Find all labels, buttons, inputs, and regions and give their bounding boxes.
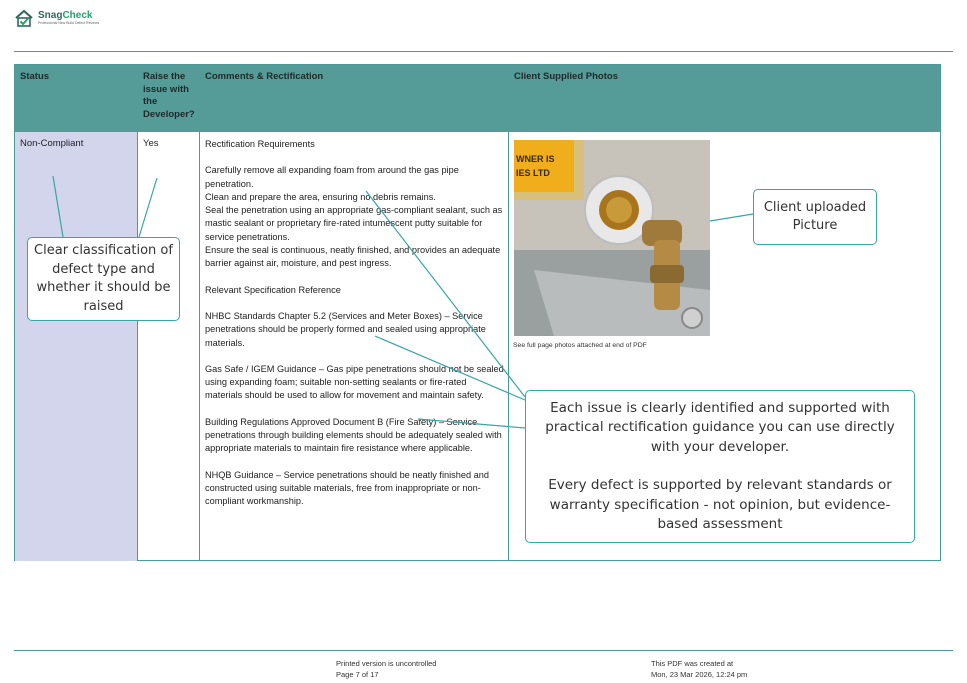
classification-callout: Clear classification of defect type and whether it should be raised bbox=[27, 237, 180, 321]
comments-cell bbox=[205, 138, 505, 522]
comment-heading: Relevant Specification Reference bbox=[205, 284, 341, 295]
comment-paragraph: NHBC Standards Chapter 5.2 (Services and Meter Boxes) – Service penetrations should be properly formed and sealed using appropriate materials. bbox=[205, 310, 486, 348]
table-header bbox=[15, 65, 940, 132]
status-column-bg bbox=[15, 132, 137, 561]
photo-label-line2: IES LTD bbox=[516, 168, 550, 178]
created-date: Mon, 23 Mar 2026, 12:24 pm bbox=[651, 669, 748, 679]
photo-callout: Client uploaded Picture bbox=[753, 189, 877, 245]
column-divider bbox=[137, 132, 138, 561]
uncontrolled-note: Printed version is uncontrolled bbox=[336, 659, 437, 668]
footer-divider bbox=[14, 650, 953, 651]
footer-right bbox=[651, 659, 747, 680]
photo-caption: See full page photos attached at end of PDF bbox=[513, 342, 647, 349]
created-label: This PDF was created at bbox=[651, 659, 734, 668]
header-photos: Client Supplied Photos bbox=[514, 71, 618, 82]
photo-label-line1: WNER IS bbox=[516, 154, 555, 164]
raise-value: Yes bbox=[143, 138, 159, 149]
page-number: Page 7 of 17 bbox=[336, 669, 379, 679]
status-value: Non-Compliant bbox=[20, 138, 84, 149]
guidance-callout-p2: Every defect is supported by relevant standards or warranty specification - not opinion, but evidence-based assessment bbox=[548, 477, 892, 532]
brand-tagline: Professional New Build Defect Reviews bbox=[38, 20, 100, 25]
column-divider bbox=[199, 132, 200, 561]
header-divider bbox=[14, 51, 953, 52]
header-comments: Comments & Rectification bbox=[205, 71, 324, 82]
brand-logo bbox=[14, 9, 99, 27]
guidance-callout-p1: Each issue is clearly identified and supported with practical rectification guidance you can use directly with your developer. bbox=[545, 399, 895, 455]
comment-paragraph: Gas Safe / IGEM Guidance – Gas pipe penetrations should not be sealed using expanding foam; suitable non-setting sealants or fire-rated materials should be used to allow for movement and maintain safety. bbox=[205, 363, 504, 401]
footer-left bbox=[336, 659, 436, 680]
column-divider bbox=[508, 132, 509, 561]
brand-name: SnagCheck bbox=[38, 9, 93, 21]
client-photo[interactable] bbox=[514, 140, 710, 336]
comment-heading: Rectification Requirements bbox=[205, 139, 315, 149]
comment-paragraph: Carefully remove all expanding foam from around the gas pipe penetration. Clean and prepare the area, ensuring no debris remains. Seal the penetration using an appropriate gas-compliant sealant, such as mastic sealant or proprietary fire-rated intumescent putty suitable for service penetrations. Ensure the seal is continuous, neatly finished, and provides an adequate barrier against air, moisture, and pest ingress. bbox=[205, 165, 503, 269]
header-raise: Raise the issue with the Developer? bbox=[143, 71, 195, 120]
header-status: Status bbox=[20, 71, 50, 82]
comment-paragraph: NHQB Guidance – Service penetrations should be neatly finished and constructed using suitable materials, free from inappropriate or non-compliant workmanship. bbox=[205, 469, 489, 507]
guidance-callout bbox=[525, 390, 915, 543]
house-check-icon bbox=[14, 9, 34, 27]
comment-paragraph: Building Regulations Approved Document B (Fire Safety) – Service penetrations through building elements should be adequately sealed with appropriate materials to maintain fire resistance where applicable. bbox=[205, 416, 502, 454]
